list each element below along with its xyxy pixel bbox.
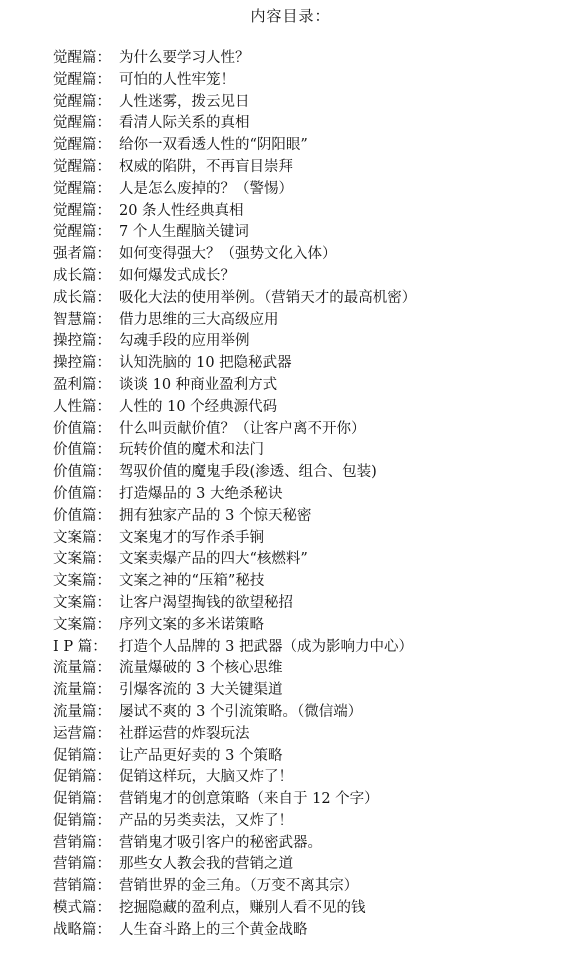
toc-item [53,331,416,353]
toc-entry-title: 让产品更好卖的 3 个策略 [119,747,283,764]
toc-item [53,680,416,702]
toc-entry-title: 让客户渴望掏钱的欲望秘招 [119,594,293,611]
toc-item [53,462,416,484]
toc-entry-title: 文案鬼才的写作杀手锏 [119,529,264,546]
toc-category: 促销篇： [53,769,111,786]
toc-entry-title: 认知洗脑的 10 把隐秘武器 [119,355,292,372]
toc-category: 觉醒篇： [53,137,111,154]
toc-entry-title: 20 条人性经典真相 [119,202,244,219]
toc-entry-title: 为什么要学习人性？ [119,50,250,66]
toc-category: 觉醒篇： [53,202,111,219]
toc-item [53,397,416,419]
toc-category: 觉醒篇： [53,50,111,66]
toc-item [53,70,416,92]
toc-category: 模式篇： [53,900,111,917]
toc-entry-title: 人是怎么废掉的？（警惕） [119,180,293,197]
toc-entry-title: 促销这样玩，大脑又炸了！ [119,769,293,786]
toc-category: 促销篇： [53,812,111,829]
toc-category: 战略篇： [53,921,111,938]
toc-entry-title: 文案卖爆产品的四大“核燃料” [119,551,308,568]
toc-category: 流量篇： [53,682,111,699]
toc-entry-title: 引爆客流的 3 大关键渠道 [119,682,283,699]
toc-category: 智慧篇： [53,311,111,328]
toc-entry-title: 7 个人生醒脑关键词 [119,224,249,241]
toc-category: 觉醒篇： [53,115,111,132]
toc-item [53,724,416,746]
toc-category: 文案篇： [53,573,111,590]
toc-category: 价值篇： [53,420,111,437]
toc-category: 流量篇： [53,660,111,677]
toc-item [53,506,416,528]
page-title: 内容目录： [250,7,331,25]
toc-item [53,266,416,288]
toc-entry-title: 借力思维的三大高级应用 [119,311,279,328]
toc-item [53,353,416,375]
toc-entry-title: 拥有独家产品的 3 个惊天秘密 [119,507,312,524]
toc-item [53,789,416,811]
toc-item [53,92,416,114]
toc-category: I P 篇： [53,638,107,655]
toc-entry-title: 驾驭价值的魔鬼手段(渗透、组合、包装) [119,464,377,481]
toc-category: 觉醒篇： [53,93,111,110]
toc-entry-title: 人生奋斗路上的三个黄金战略 [119,921,308,938]
toc-item [53,310,416,332]
toc-entry-title: 社群运营的炸裂玩法 [119,725,250,742]
toc-entry-title: 权威的陷阱，不再盲目崇拜 [119,158,293,175]
toc-category: 流量篇： [53,703,111,720]
toc-item [53,658,416,680]
toc-category: 文案篇： [53,594,111,611]
toc-entry-title: 打造爆品的 3 大绝杀秘诀 [119,485,283,502]
toc-category: 觉醒篇： [53,158,111,175]
toc-entry-title: 文案之神的“压箱”秘技 [119,573,265,590]
toc-entry-title: 流量爆破的 3 个核心思维 [119,660,283,677]
toc-entry-title: 那些女人教会我的营销之道 [119,856,293,873]
toc-entry-title: 序列文案的多米诺策略 [119,616,264,633]
toc-item [53,571,416,593]
toc-item [53,157,416,179]
toc-item [53,898,416,920]
toc-category: 运营篇： [53,725,111,742]
toc-entry-title: 勾魂手段的应用举例 [119,333,250,350]
toc-entry-title: 产品的另类卖法，又炸了！ [119,812,293,829]
toc-item [53,179,416,201]
toc-category: 促销篇： [53,747,111,764]
toc-category: 觉醒篇： [53,180,111,197]
toc-category: 成长篇： [53,267,111,284]
toc-entry-title: 如何变得强大？（强势文化入体） [119,246,337,263]
toc-category: 文案篇： [53,551,111,568]
toc-item [53,833,416,855]
toc-item [53,440,416,462]
toc-entry-title: 如何爆发式成长？ [119,267,235,284]
toc-category: 文案篇： [53,616,111,633]
toc-item [53,375,416,397]
toc-category: 营销篇： [53,856,111,873]
toc-item [53,702,416,724]
toc-category: 价值篇： [53,507,111,524]
toc-entry-title: 营销鬼才吸引客户的秘密武器。 [119,834,322,851]
toc-category: 觉醒篇： [53,71,111,88]
toc-category: 人性篇： [53,398,111,415]
toc-category: 觉醒篇： [53,224,111,241]
toc-category: 操控篇： [53,355,111,372]
toc-category: 文案篇： [53,529,111,546]
toc-category: 营销篇： [53,878,111,895]
toc-item [53,288,416,310]
toc-category: 促销篇： [53,791,111,808]
toc-item [53,113,416,135]
toc-entry-title: 挖掘隐藏的盈利点，赚别人看不见的钱 [119,900,366,917]
table-of-contents [53,48,416,942]
toc-item [53,484,416,506]
toc-entry-title: 营销世界的金三角。（万变不离其宗） [119,878,359,895]
toc-item [53,549,416,571]
toc-item [53,244,416,266]
toc-entry-title: 看清人际关系的真相 [119,115,250,132]
toc-entry-title: 人性的 10 个经典源代码 [119,398,278,415]
toc-entry-title: 玩转价值的魔术和法门 [119,442,264,459]
toc-item [53,135,416,157]
toc-item [53,615,416,637]
toc-entry-title: 营销鬼才的创意策略（来自于 12 个字） [119,791,379,808]
toc-item [53,419,416,441]
toc-entry-title: 给你一双看透人性的“阴阳眼” [119,137,308,154]
toc-category: 强者篇： [53,246,111,263]
toc-entry-title: 打造个人品牌的 3 把武器（成为影响力中心） [119,638,413,655]
toc-item [53,767,416,789]
toc-item [53,48,416,70]
toc-item [53,222,416,244]
toc-item [53,876,416,898]
toc-entry-title: 什么叫贡献价值？（让客户离不开你） [119,420,366,437]
toc-entry-title: 屡试不爽的 3 个引流策略。（微信端） [119,703,363,720]
toc-item [53,811,416,833]
toc-category: 成长篇： [53,289,111,306]
toc-item [53,637,416,659]
toc-item [53,201,416,223]
toc-category: 操控篇： [53,333,111,350]
toc-category: 价值篇： [53,485,111,502]
toc-category: 营销篇： [53,834,111,851]
toc-category: 价值篇： [53,464,111,481]
toc-item [53,593,416,615]
toc-entry-title: 吸化大法的使用举例。（营销天才的最高机密） [119,289,417,306]
toc-item [53,528,416,550]
toc-category: 价值篇： [53,442,111,459]
toc-entry-title: 可怕的人性牢笼！ [119,71,235,88]
toc-entry-title: 人性迷雾，拨云见日 [119,93,250,110]
toc-item [53,746,416,768]
toc-entry-title: 谈谈 10 种商业盈利方式 [119,376,278,393]
toc-item [53,854,416,876]
toc-category: 盈利篇： [53,376,111,393]
toc-item [53,920,416,942]
